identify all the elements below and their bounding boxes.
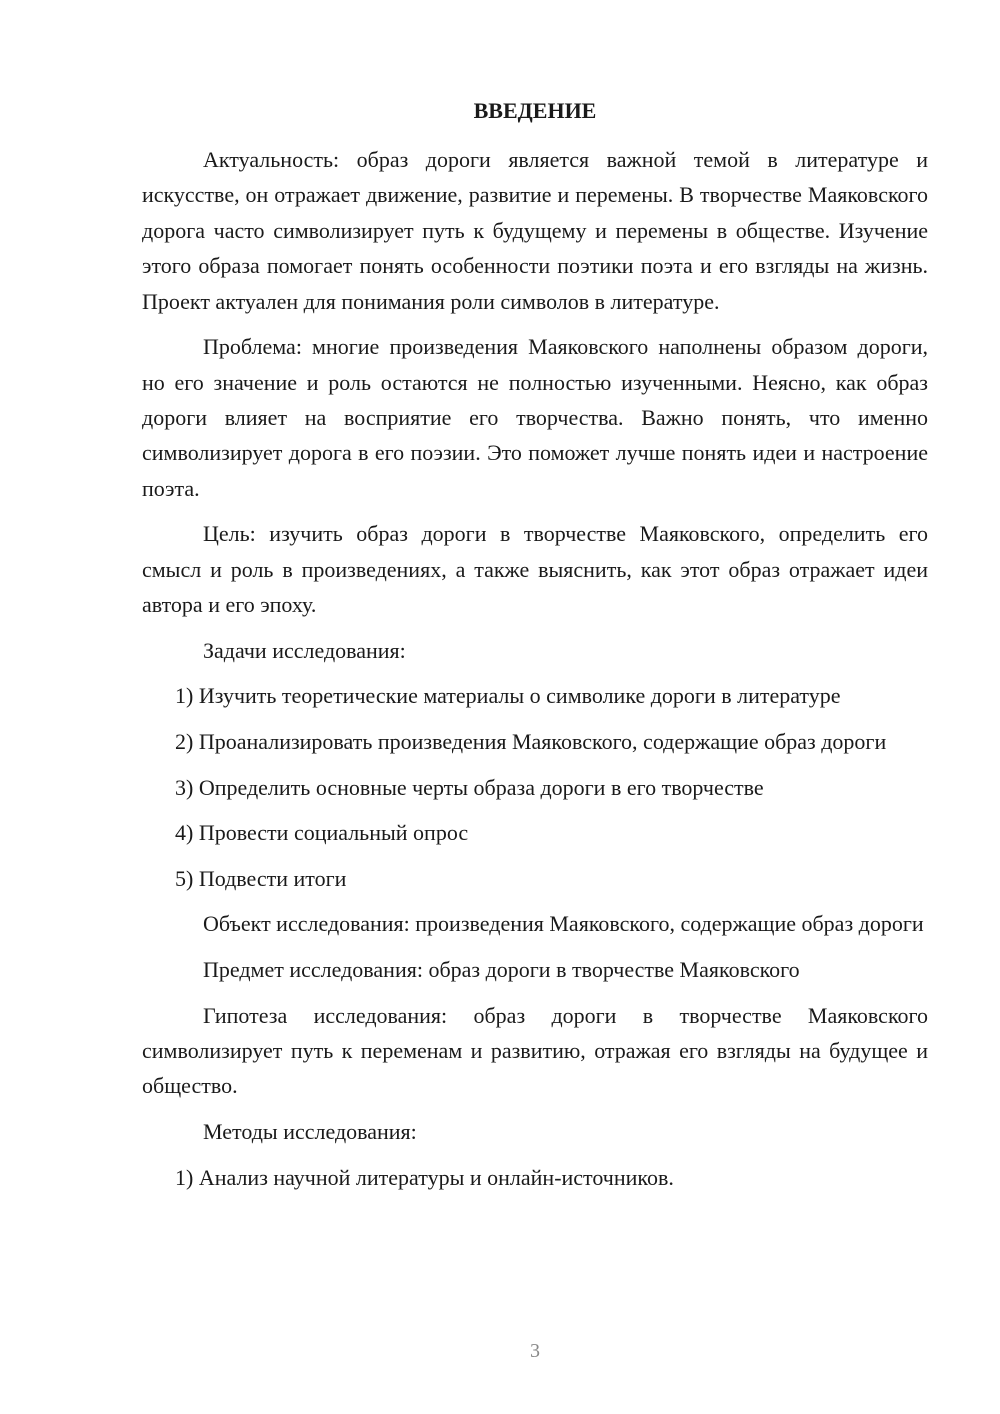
relevance-paragraph: Актуальность: образ дороги является важной темой в литературе и искусстве, он отражает движение, развитие и перемены. В творчестве Маяковского дорога часто символизирует путь к будущему и перемены в обществе. Изучение этого образа помогает понять особенности поэтики поэта и его взгляды на жизнь. Проект актуален для понимания роли символов в литературе.: [142, 147, 928, 314]
document-body: [142, 142, 928, 1195]
subject-paragraph: Предмет исследования: образ дороги в творчестве Маяковского: [203, 957, 800, 982]
hypothesis-paragraph: Гипотеза исследования: образ дороги в творчестве Маяковского символизирует путь к переменам и развитию, отражая его взгляды на будущее и общество.: [142, 1002, 928, 1099]
task-item-3: 3) Определить основные черты образа дороги в его творчестве: [175, 774, 764, 800]
problem-paragraph: Проблема: многие произведения Маяковского наполнены образом дороги, но его значение и роль остаются не полностью изученными. Неясно, как образ дороги влияет на восприятие его творчества. Важно понять, что именно символизирует дорога в его поэзии. Это поможет лучше понять идеи и настроение поэта.: [142, 334, 928, 501]
page-title: ВВЕДЕНИЕ: [473, 98, 597, 123]
methods-title: Методы исследования:: [203, 1119, 417, 1144]
method-item-1: 1) Анализ научной литературы и онлайн-источников.: [175, 1164, 674, 1190]
page-number: 3: [530, 1340, 540, 1362]
task-item-4: 4) Провести социальный опрос: [175, 820, 469, 846]
task-item-2: 2) Проанализировать произведения Маяковского, содержащие образ дороги: [175, 729, 887, 755]
goal-paragraph: Цель: изучить образ дороги в творчестве Маяковского, определить его смысл и роль в произведениях, а также выяснить, как этот образ отражает идеи автора и его эпоху.: [142, 521, 928, 618]
task-item-1: 1) Изучить теоретические материалы о символике дороги в литературе: [175, 683, 841, 709]
object-paragraph: Объект исследования: произведения Маяковского, содержащие образ дороги: [203, 911, 924, 937]
tasks-title: Задачи исследования:: [203, 637, 406, 663]
document-page: [142, 0, 928, 1414]
task-item-5: 5) Подвести итоги: [175, 865, 347, 891]
